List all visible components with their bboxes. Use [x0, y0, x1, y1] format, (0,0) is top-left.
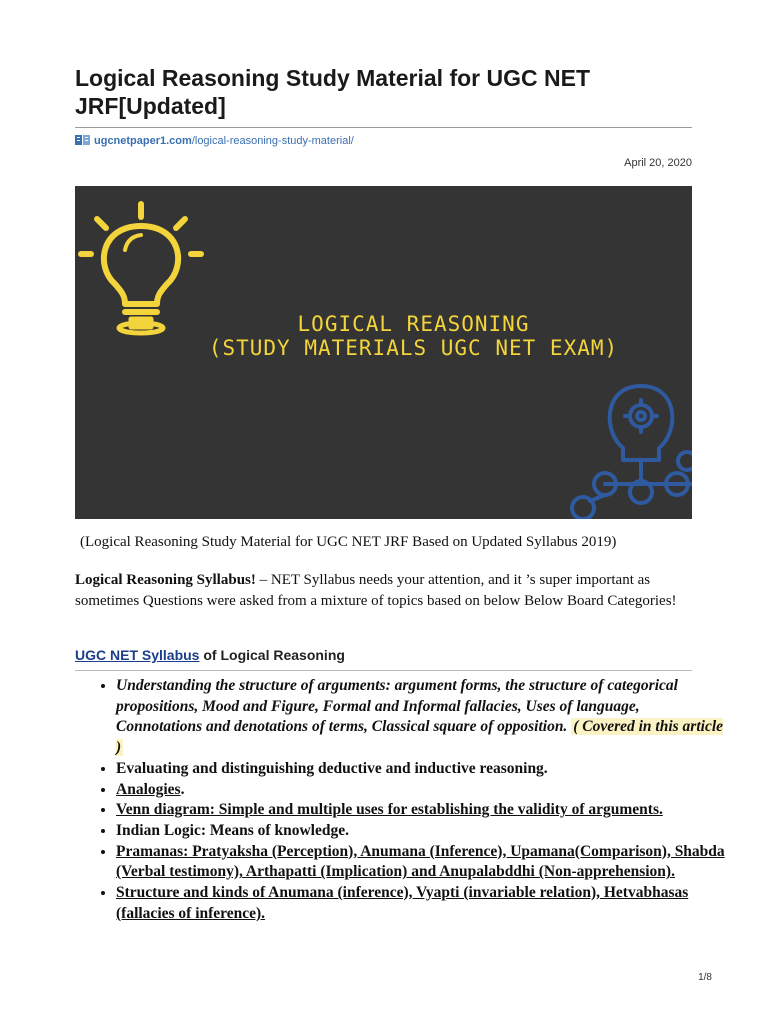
image-caption: (Logical Reasoning Study Material for UGC NET JRF Based on Updated Syllabus 2019): [80, 534, 617, 550]
covered-highlight: ( Covered in this article ): [116, 718, 724, 757]
source-path[interactable]: /logical-reasoning-study-material/: [191, 135, 354, 147]
list-item: [116, 883, 728, 924]
source-link[interactable]: [75, 134, 354, 147]
list-item: [116, 780, 728, 801]
anumana-link[interactable]: Structure and kinds of Anumana (inference), Vyapti (invariable relation), Hetvabhasas (fallacies of inference).: [116, 884, 689, 922]
list-item: [116, 842, 728, 883]
venn-diagram-link[interactable]: Venn diagram: Simple and multiple uses for establishing the validity of arguments.: [116, 801, 663, 819]
section-heading-rest: of Logical Reasoning: [199, 647, 345, 663]
list-item-text: Understanding the structure of arguments: argument forms, the structure of categorical propositions, Mood and Figure, Formal and Informal fallacies, Uses of language, Connotations and denotations of terms, Classical square of opposition.: [116, 677, 678, 736]
syllabus-list: [78, 676, 728, 924]
title-divider: [75, 127, 692, 128]
section-divider: [75, 670, 692, 671]
intro-lead: Logical Reasoning Syllabus!: [75, 572, 256, 588]
page-title: Logical Reasoning Study Material for UGC NET JRF[Updated]: [75, 65, 591, 119]
source-domain[interactable]: ugcnetpaper1.com: [94, 135, 192, 147]
intro-paragraph: [75, 570, 693, 612]
link-icon: [75, 134, 91, 146]
list-item-text: Indian Logic: Means of knowledge.: [116, 821, 349, 839]
lightbulb-gear-network-icon: [572, 386, 692, 519]
post-date: April 20, 2020: [624, 157, 692, 169]
analogies-link[interactable]: Analogies: [116, 780, 181, 798]
pramanas-link[interactable]: Pramanas: Pratyaksha (Perception), Anumana (Inference), Upamana(Comparison), Shabda (Verbal testimony), Arthapatti (Implication) and Anupalabddhi (Non-apprehension).: [116, 842, 725, 881]
hero-subheading: (STUDY MATERIALS UGC NET EXAM): [208, 336, 619, 360]
section-heading: [75, 647, 345, 663]
list-item: [116, 821, 728, 842]
list-item: [116, 759, 728, 780]
list-item-suffix: .: [180, 780, 185, 798]
list-item: [116, 676, 728, 759]
list-item: [116, 800, 728, 821]
page-number: 1/8: [698, 972, 712, 983]
hero-banner: [75, 186, 692, 519]
hero-heading: LOGICAL REASONING: [297, 312, 530, 336]
list-item-text: Evaluating and distinguishing deductive and inductive reasoning.: [116, 759, 548, 777]
syllabus-link[interactable]: UGC NET Syllabus: [75, 647, 200, 663]
intro-body: – NET Syllabus needs your attention, and it ’s super important as sometimes Questions were asked from a mixture of topics based on below Below Board Categories!: [75, 572, 677, 609]
